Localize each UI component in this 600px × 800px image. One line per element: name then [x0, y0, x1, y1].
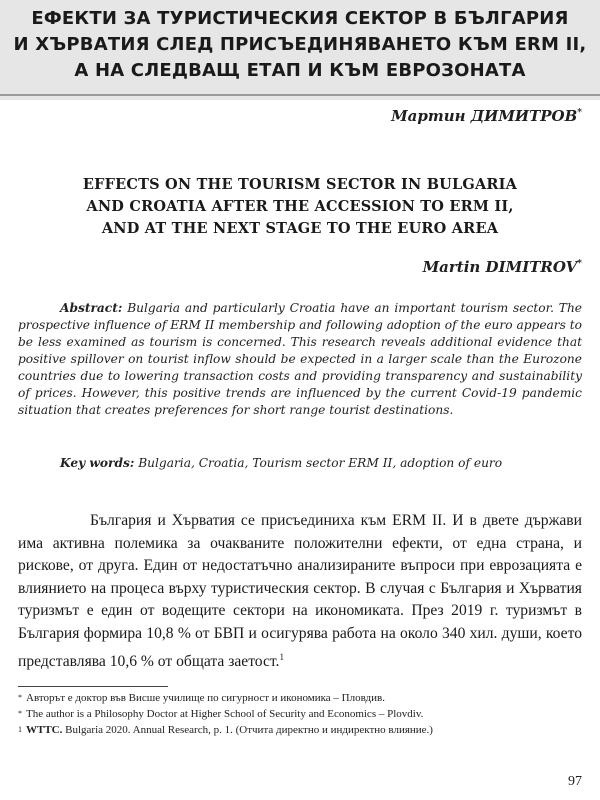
title-banner [0, 0, 600, 100]
title-divider [0, 94, 600, 96]
abstract [18, 300, 582, 419]
bulgarian-title [0, 6, 600, 84]
footnote-divider [18, 686, 168, 687]
english-title-line: EFFECTS ON THE TOURISM SECTOR IN BULGARIA [82, 176, 518, 193]
page-number: 97 [568, 774, 582, 789]
footnote-author-en: * The author is a Philosophy Doctor at Higher School of Security and Economics – Plovdiv. [18, 708, 424, 720]
english-title-line: AND AT THE NEXT STAGE TO THE EURO AREA [101, 220, 499, 237]
footnotes [18, 690, 582, 738]
abstract-text: Bulgaria and particularly Croatia have an important tourism sector. The prospective influence of ERM II membership and following adoption of the euro appears to be less examined as tourism is concerned. This research reveals additional evidence that positive spillover on tourist inflow should be expected in a larger scale than the Eurozone countries due to lowering transaction costs and providing transparency and sustainability of prices. However, this positive trends are influenced by the current Covid-19 pandemic situation that creates preferences for short range tourist destinations. [18, 301, 583, 417]
author-footnote-marker: * [577, 259, 582, 269]
bulgarian-title-line: И ХЪРВАТИЯ СЛЕД ПРИСЪЕДИНЯВАНЕТО КЪМ ERM II, [13, 34, 587, 55]
author-footnote-marker: * [577, 108, 582, 118]
bulgarian-title-line: А НА СЛЕДВАЩ ЕТАП И КЪМ ЕВРОЗОНАТА [74, 60, 526, 81]
english-title [0, 174, 600, 240]
author-name: Мартин ДИМИТРОВ [391, 107, 578, 125]
english-title-line: AND CROATIA AFTER THE ACCESSION TO ERM II, [86, 198, 514, 215]
keywords [18, 455, 582, 472]
footnote-author-bg: * Авторът е доктор във Висше училище по сигурност и икономика – Пловдив. [18, 692, 385, 704]
keywords-text: Bulgaria, Croatia, Tourism sector ERM II, adoption of euro [138, 456, 503, 470]
footnote-reference: 1 [279, 651, 284, 662]
keywords-label: Key words: [60, 456, 135, 470]
author-name: Martin DIMITROV [422, 258, 578, 276]
abstract-label: Abstract: [60, 301, 123, 315]
body-text: България и Хърватия се присъединиха към ERM II. И в двете държави има активна полемика за очакваните положителни ефекти, от една страна, и рискове, от друга. Един от недостатъчно анализираните въпроси при еврозацията е влиянието на процеса върху туристическия сектор. В случая с България и Хърватия туризмът е един от водещите сектори на икономиката. През 2019 г. туризмът в България формира 10,8 % от БВП и осигурява работа на около 340 хил. души, което представлява 10,6 % от общата заетост. [18, 512, 582, 670]
footnote-source: 1 WTTC. Bulgaria 2020. Annual Research, p. 1. (Отчита директно и индиректно влияние.) [18, 724, 433, 736]
body-paragraph [18, 510, 582, 673]
author-bulgarian [391, 107, 582, 125]
author-english [423, 258, 582, 276]
bulgarian-title-line: ЕФЕКТИ ЗА ТУРИСТИЧЕСКИЯ СЕКТОР В БЪЛГАРИЯ [31, 8, 569, 29]
